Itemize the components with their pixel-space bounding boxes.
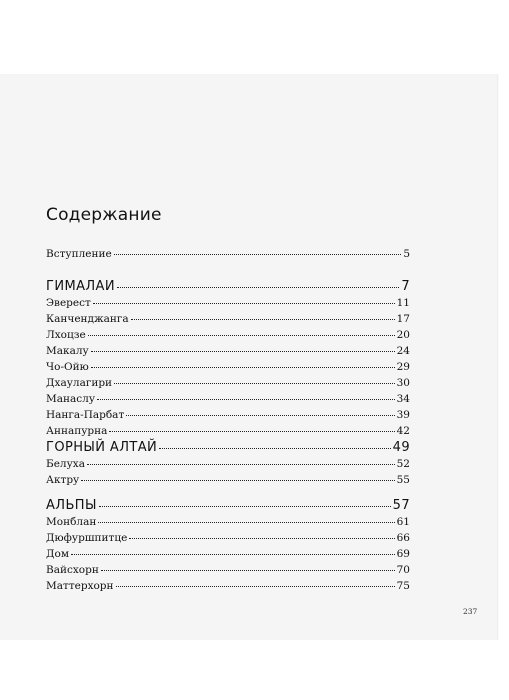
dot-leader bbox=[114, 254, 402, 255]
dot-leader bbox=[117, 287, 399, 288]
toc-entry-page: 17 bbox=[396, 313, 410, 325]
dot-leader bbox=[129, 538, 394, 539]
toc-entry-intro bbox=[46, 248, 410, 260]
toc-section-himalayas bbox=[46, 279, 410, 294]
toc-entry-page: 39 bbox=[396, 409, 410, 421]
dot-leader bbox=[91, 351, 395, 352]
toc-entry-page: 11 bbox=[396, 297, 410, 309]
toc-entry bbox=[46, 361, 410, 373]
toc-entry-label: Нанга-Парбат bbox=[46, 409, 125, 421]
dot-leader bbox=[81, 480, 394, 481]
toc-entry-page: 55 bbox=[396, 474, 410, 486]
toc-section-heading: ГИМАЛАИ bbox=[46, 279, 115, 294]
dot-leader bbox=[101, 570, 395, 571]
toc-entry bbox=[46, 409, 410, 421]
toc-section-heading: ГОРНЫЙ АЛТАЙ bbox=[46, 440, 158, 455]
toc-section-alps bbox=[46, 498, 410, 513]
toc-entry-label: Эверест bbox=[46, 297, 91, 309]
toc-entry-page: 42 bbox=[396, 425, 410, 437]
toc-section-page: 7 bbox=[401, 279, 410, 294]
dot-leader bbox=[114, 383, 395, 384]
dot-leader bbox=[91, 367, 395, 368]
toc-entry-page: 69 bbox=[396, 548, 410, 560]
toc-entry-label: Маттерхорн bbox=[46, 580, 114, 592]
toc-entry bbox=[46, 580, 410, 592]
dot-leader bbox=[71, 554, 395, 555]
toc-entry bbox=[46, 345, 410, 357]
dot-leader bbox=[99, 506, 391, 507]
toc-entry-page: 61 bbox=[396, 516, 410, 528]
toc-entry-page: 5 bbox=[403, 248, 410, 260]
dot-leader bbox=[97, 399, 395, 400]
toc-entry-page: 66 bbox=[396, 532, 410, 544]
dot-leader bbox=[126, 415, 394, 416]
toc-entry bbox=[46, 297, 410, 309]
toc-section-altai bbox=[46, 440, 410, 455]
toc-entry-label: Монблан bbox=[46, 516, 97, 528]
toc-entry-label: Дом bbox=[46, 548, 70, 560]
toc-entry-page: 24 bbox=[396, 345, 410, 357]
toc-entry bbox=[46, 393, 410, 405]
toc-entry-label: Аннапурна bbox=[46, 425, 108, 437]
dot-leader bbox=[93, 303, 395, 304]
toc-entry-label: Лхоцзе bbox=[46, 329, 86, 341]
toc-entry-page: 52 bbox=[396, 458, 410, 470]
dot-leader bbox=[131, 319, 395, 320]
toc-entry-label: Вступление bbox=[46, 248, 112, 260]
toc-entry-label: Белуха bbox=[46, 458, 85, 470]
page-edge bbox=[497, 74, 499, 640]
toc-entry-label: Манаслу bbox=[46, 393, 95, 405]
toc-section-page: 57 bbox=[392, 498, 410, 513]
dot-leader bbox=[116, 586, 395, 587]
toc-entry bbox=[46, 474, 410, 486]
toc-entry-label: Дюфуршпитце bbox=[46, 532, 128, 544]
toc-section-heading: АЛЬПЫ bbox=[46, 498, 97, 513]
toc-entry-label: Дхаулагири bbox=[46, 377, 113, 389]
toc-entry-page: 75 bbox=[396, 580, 410, 592]
dot-leader bbox=[159, 448, 391, 449]
toc-entry bbox=[46, 532, 410, 544]
toc-entry bbox=[46, 313, 410, 325]
dot-leader bbox=[87, 464, 395, 465]
toc-entry bbox=[46, 458, 410, 470]
toc-entry bbox=[46, 548, 410, 560]
toc-entry-page: 70 bbox=[396, 564, 410, 576]
toc-entry bbox=[46, 377, 410, 389]
toc-entry-label: Чо-Ойю bbox=[46, 361, 89, 373]
toc-entry-label: Макалу bbox=[46, 345, 89, 357]
toc-entry-page: 29 bbox=[396, 361, 410, 373]
toc-title: Содержание bbox=[46, 205, 162, 225]
toc-entry-label: Вайсхорн bbox=[46, 564, 99, 576]
dot-leader bbox=[98, 522, 394, 523]
toc-section-page: 49 bbox=[392, 440, 410, 455]
dot-leader bbox=[88, 335, 395, 336]
toc-entry-page: 20 bbox=[396, 329, 410, 341]
toc-entry bbox=[46, 564, 410, 576]
toc-entry bbox=[46, 425, 410, 437]
toc-entry-page: 34 bbox=[396, 393, 410, 405]
toc-entry-page: 30 bbox=[396, 377, 410, 389]
dot-leader bbox=[109, 431, 394, 432]
page-number: 237 bbox=[463, 607, 478, 616]
toc-entry-label: Актру bbox=[46, 474, 80, 486]
toc-entry bbox=[46, 329, 410, 341]
toc-entry bbox=[46, 516, 410, 528]
toc-entry-label: Канченджанга bbox=[46, 313, 129, 325]
